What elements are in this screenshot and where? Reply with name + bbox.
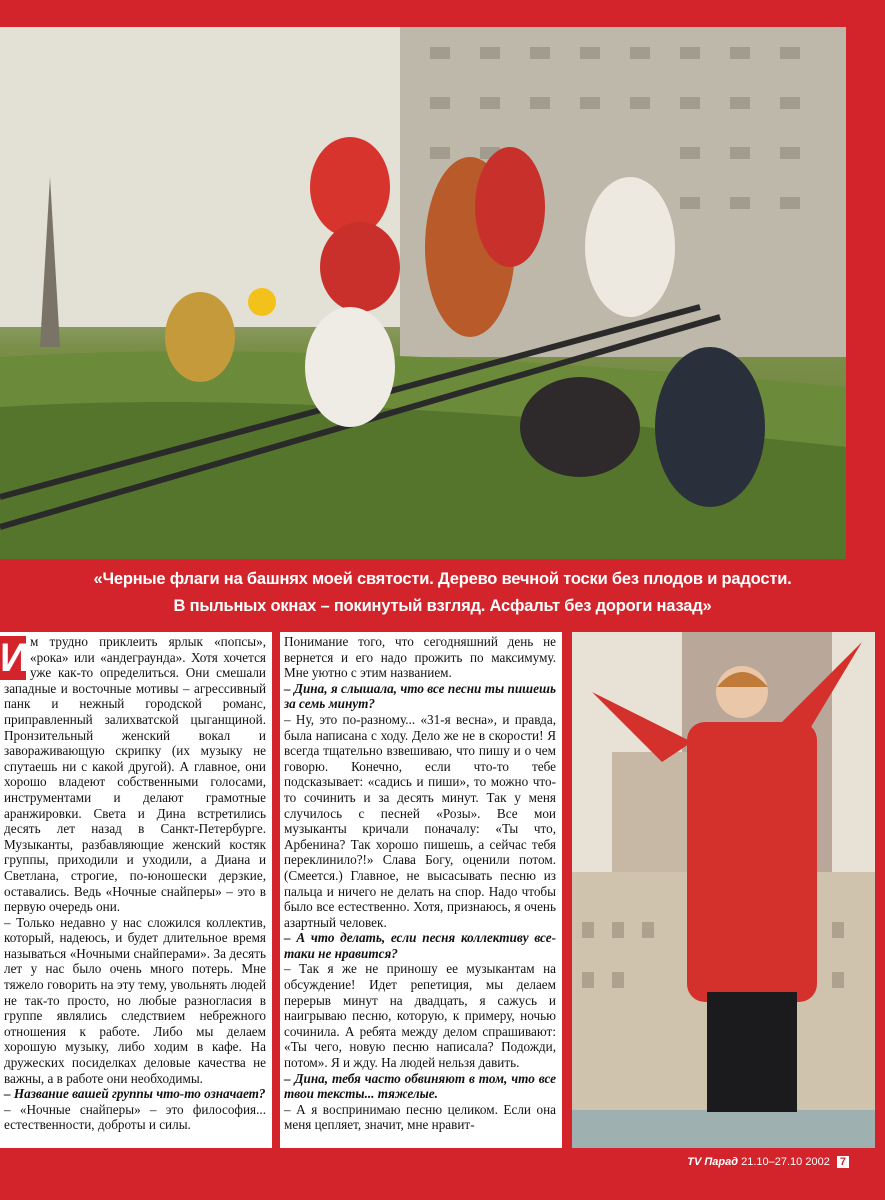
- article-column-2: [280, 632, 562, 1148]
- paragraph: – Только недавно у нас сложился коллектив, который, надеюсь, и будет длительное время называться «Ночными снайперами». За десять лет у нас было очень много потерь. Мне тяжело говорить на эту тему, увольнять людей не так-то просто, но любые разногласия в группе являлись следствием небрежного отношения к работе. Либо мы делаем хорошую музыку, либо ходим в кафе. На дружеских посиделках деловые качества не важны, а в работе они необходимы.: [4, 914, 266, 1086]
- interview-question: – Дина, я слышала, что все песни ты пишешь за семь минут?: [284, 680, 556, 712]
- interview-question: – А что делать, если песня коллективу все-таки не нравится?: [284, 930, 556, 961]
- band-photo: [0, 27, 846, 559]
- paragraph: – А я воспринимаю песню целиком. Если она меня цепляет, значит, мне нравит-: [284, 1101, 556, 1133]
- caption-line-1: «Черные флаги на башнях моей святости. Дерево вечной тоски без плодов и радости.: [93, 570, 792, 588]
- singer-photo: [572, 632, 875, 1148]
- caption-line-2: В пыльных окнах – покинутый взгляд. Асфальт без дороги назад»: [173, 597, 712, 615]
- drop-cap: И: [0, 636, 29, 680]
- paragraph: м трудно приклеить ярлык «попсы», «рока» или «андеграунда». Хотя хочется уже как-то определиться. Они смешали западные и восточные мотивы – агрессивный панк и нежный городской романс, приправленный залихватской цыганщиной. Пронзительный женский вокал и завораживающую скрипку (их музыку не спутаешь ни с какой другой). А главное, они хорошо владеют собственными голосами, инструментами и делают грамотные аранжировки. Света и Дина встретились десять лет назад в Санкт-Петербурге. Музыканты, разбавляющие женский костяк группы, приходили и уходили, а Диана и Светлана, строгие, по-юношески дерзкие, оставались. Ведь «Ночные снайперы» – это в первую очередь они.: [4, 634, 266, 915]
- article-column-1: [0, 632, 272, 1148]
- issue-dates: 21.10–27.10 2002: [741, 1156, 830, 1168]
- paragraph: – Так я же не приношу ее музыкантам на обсуждение! Идет репетиция, мы делаем перерыв минут на двадцать, я сажусь и наигрываю песню, которую, к примеру, ночью сочинила. А ребята между делом спрашивают: «Ты чего, новую песню написала? Подожди, потом». Я и жду. На людей нельзя давить.: [284, 961, 556, 1071]
- interview-question: – Название вашей группы что-то означает?: [4, 1086, 266, 1102]
- page-footer: [687, 1156, 849, 1168]
- page-number: 7: [837, 1156, 849, 1168]
- photo-caption: [10, 566, 875, 620]
- interview-question: – Дина, тебя часто обвиняют в том, что все твои тексты... тяжелые.: [284, 1070, 556, 1102]
- paragraph: Понимание того, что сегодняшний день не вернется и его надо прожить по максимуму. Мне уютно с этим названием.: [284, 634, 556, 681]
- magazine-name: TV Парад: [687, 1156, 739, 1168]
- paragraph: – «Ночные снайперы» – это философия... естественности, доброты и силы.: [4, 1101, 266, 1133]
- paragraph: – Ну, это по-разному... «31-я весна», и правда, была написана с ходу. Дело же не в скорости! Я всегда тщательно взвешиваю, что пишу и о чем говорю. Конечно, если что-то тебе подсказывает: «садись и пиши», то можно что-то сочинить и за десять минут. Так у меня случилось с песней «Розы». Все мои музыканты кричали поначалу: «Ты что, Арбенина? Так хорошо пишешь, а сейчас тебя переклинило?!» Слава Богу, оценили потом. (Смеется.) Главное, не высасывать песню из пальца и ничего не делать на спор. Надо чтобы было все естественно. Хотя, признаюсь, я очень азартный человек.: [284, 711, 556, 930]
